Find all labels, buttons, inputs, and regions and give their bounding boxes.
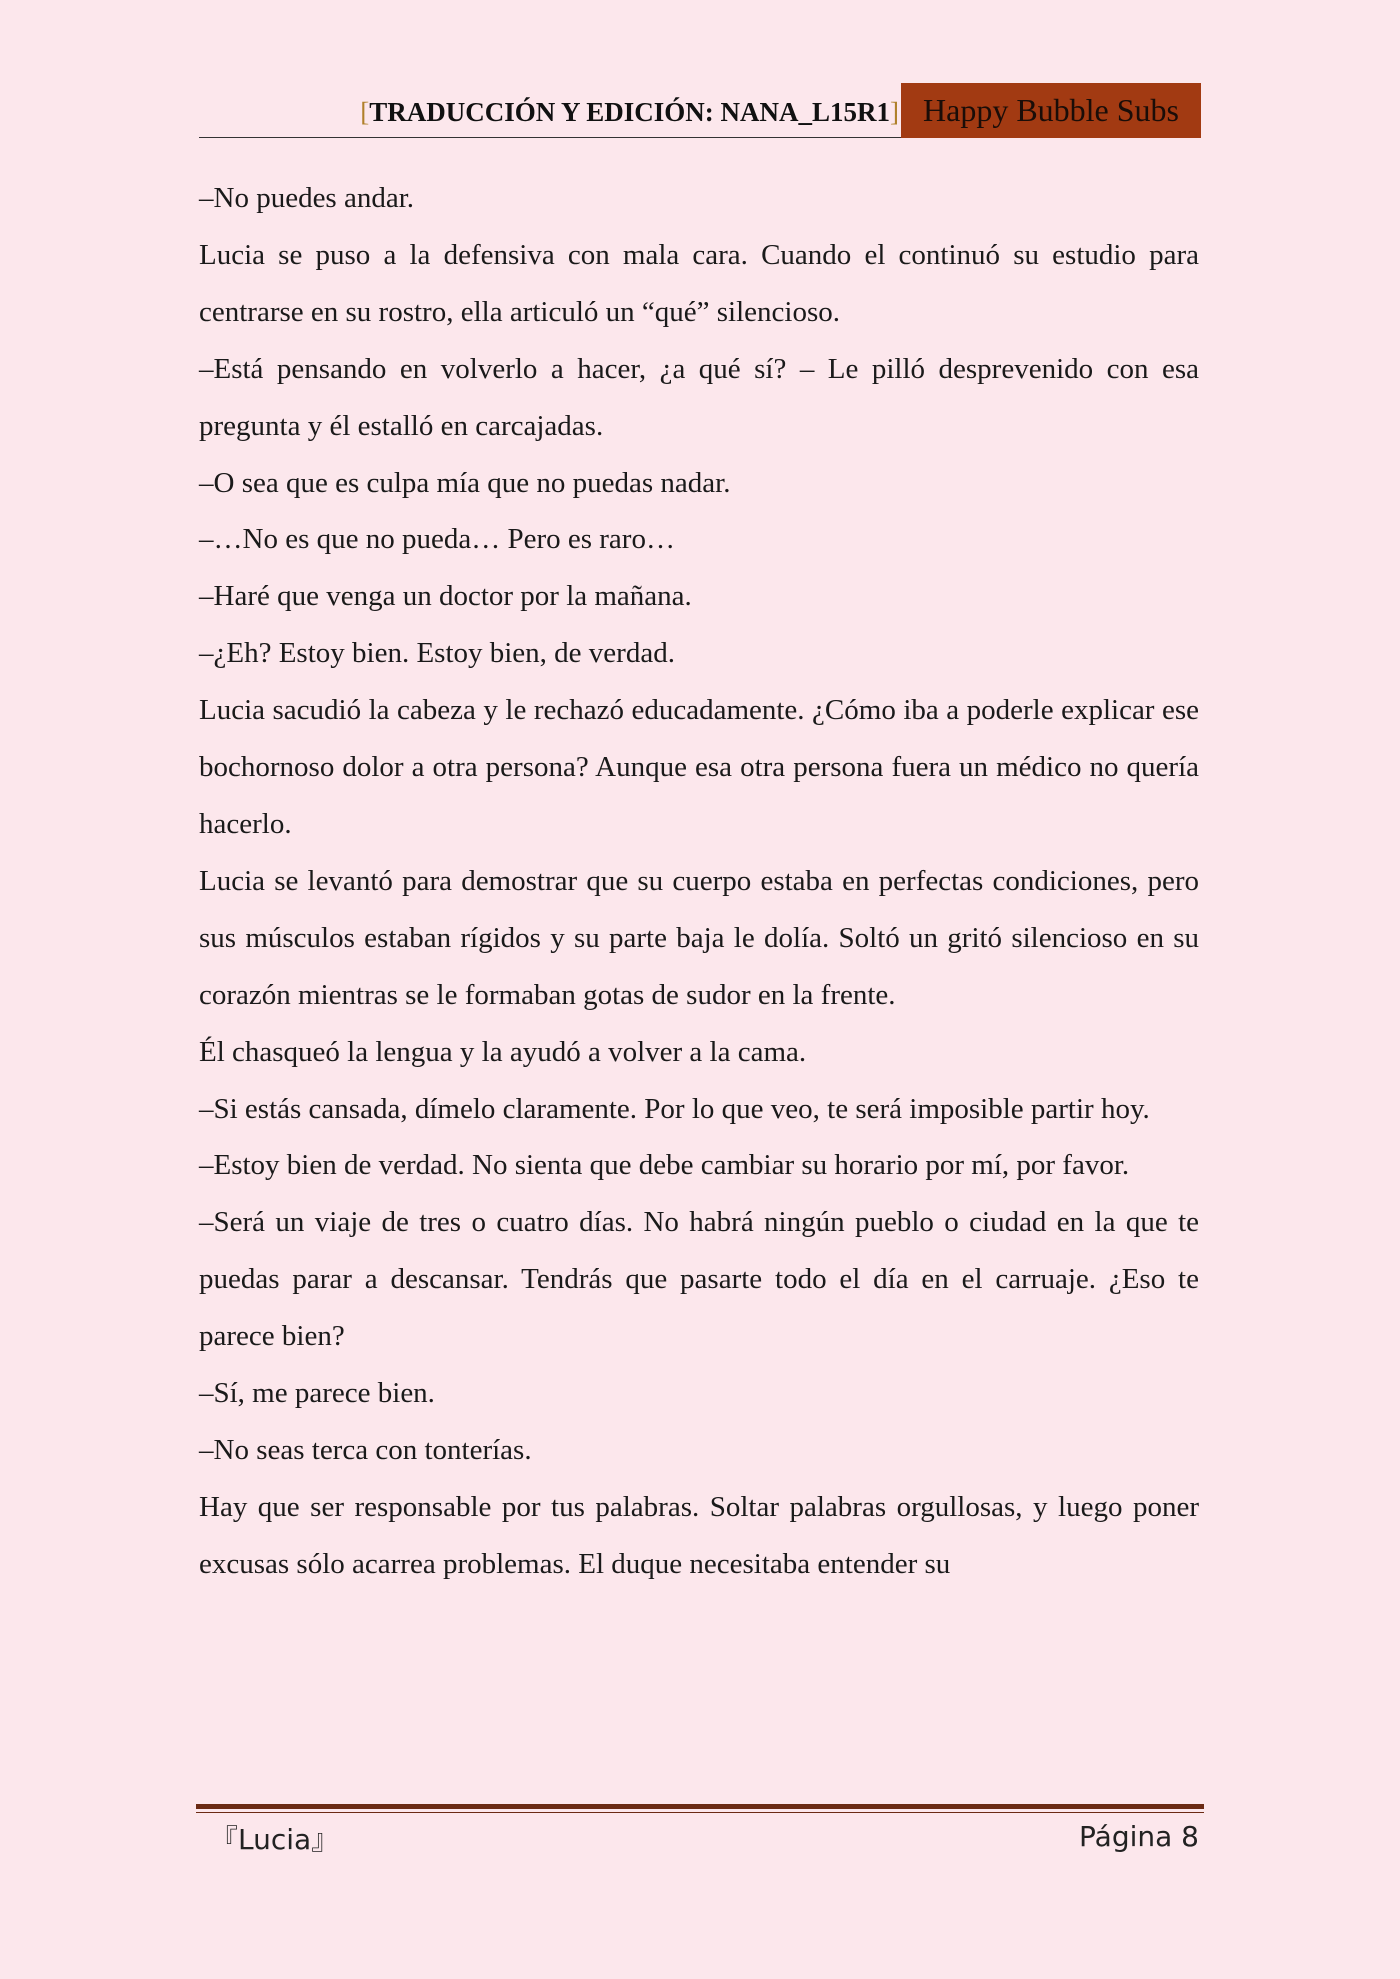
footer-divider-thick [196, 1804, 1204, 1809]
paragraph: –No puedes andar. [199, 182, 415, 214]
paragraph: Hay que ser responsable por tus palabras. Soltar palabras orgullosas, y luego poner excusas sólo acarrea problemas. El duque necesitaba entender su [199, 1490, 1199, 1580]
bracket-open: [ [360, 97, 370, 127]
translation-credit [360, 97, 899, 128]
credit-text: TRADUCCIÓN Y EDICIÓN: NANA_L15R1 [369, 97, 890, 127]
paragraph: –Será un viaje de tres o cuatro días. No habrá ningún pueblo o ciudad en la que te puedas parar a descansar. Tendrás que pasarte todo el día en el carruaje. ¿Eso te parece bien? [199, 1206, 1199, 1353]
paragraph: –Está pensando en volverlo a hacer, ¿a qué sí? – Le pilló desprevenido con esa pregunta y él estalló en carcajadas. [199, 352, 1199, 442]
page-header [199, 83, 1201, 138]
bracket-close: ] [890, 97, 899, 127]
footer-page-number: Página 8 [1079, 1820, 1199, 1853]
paragraph: –O sea que es culpa mía que no puedas nadar. [199, 466, 731, 499]
footer-book-title: 『Lucia』 [210, 1823, 340, 1856]
paragraph: –Si estás cansada, dímelo claramente. Por lo que veo, te será imposible partir hoy. [199, 1092, 1150, 1125]
paragraph: Lucia sacudió la cabeza y le rechazó educadamente. ¿Cómo iba a poderle explicar ese bochornoso dolor a otra persona? Aunque esa otra persona fuera un médico no quería hacerlo. [199, 694, 1199, 840]
paragraph: –…No es que no pueda… Pero es raro… [199, 523, 675, 556]
paragraph: Lucia se puso a la defensiva con mala cara. Cuando el continuó su estudio para centrarse en su rostro, ella articuló un “qué” silencioso. [199, 238, 1199, 328]
paragraph: –Estoy bien de verdad. No sienta que debe cambiar su horario por mí, por favor. [199, 1149, 1130, 1182]
paragraph: –Haré que venga un doctor por la mañana. [199, 580, 692, 613]
paragraph: –¿Eh? Estoy bien. Estoy bien, de verdad. [199, 637, 675, 670]
group-badge: Happy Bubble Subs [901, 83, 1201, 138]
paragraph: Lucia se levantó para demostrar que su cuerpo estaba en perfectas condiciones, pero sus músculos estaban rígidos y su parte baja le dolía. Soltó un gritó silencioso en su corazón mientras se le formaban gotas de sudor en la frente. [199, 864, 1199, 1011]
header-divider [199, 137, 901, 138]
paragraph: –Sí, me parece bien. [199, 1377, 435, 1410]
paragraph: –No seas terca con tonterías. [199, 1433, 532, 1466]
paragraph: Él chasqueó la lengua y la ayudó a volver a la cama. [199, 1035, 807, 1068]
body-text [199, 170, 1199, 1593]
footer-divider-thin [196, 1812, 1204, 1813]
